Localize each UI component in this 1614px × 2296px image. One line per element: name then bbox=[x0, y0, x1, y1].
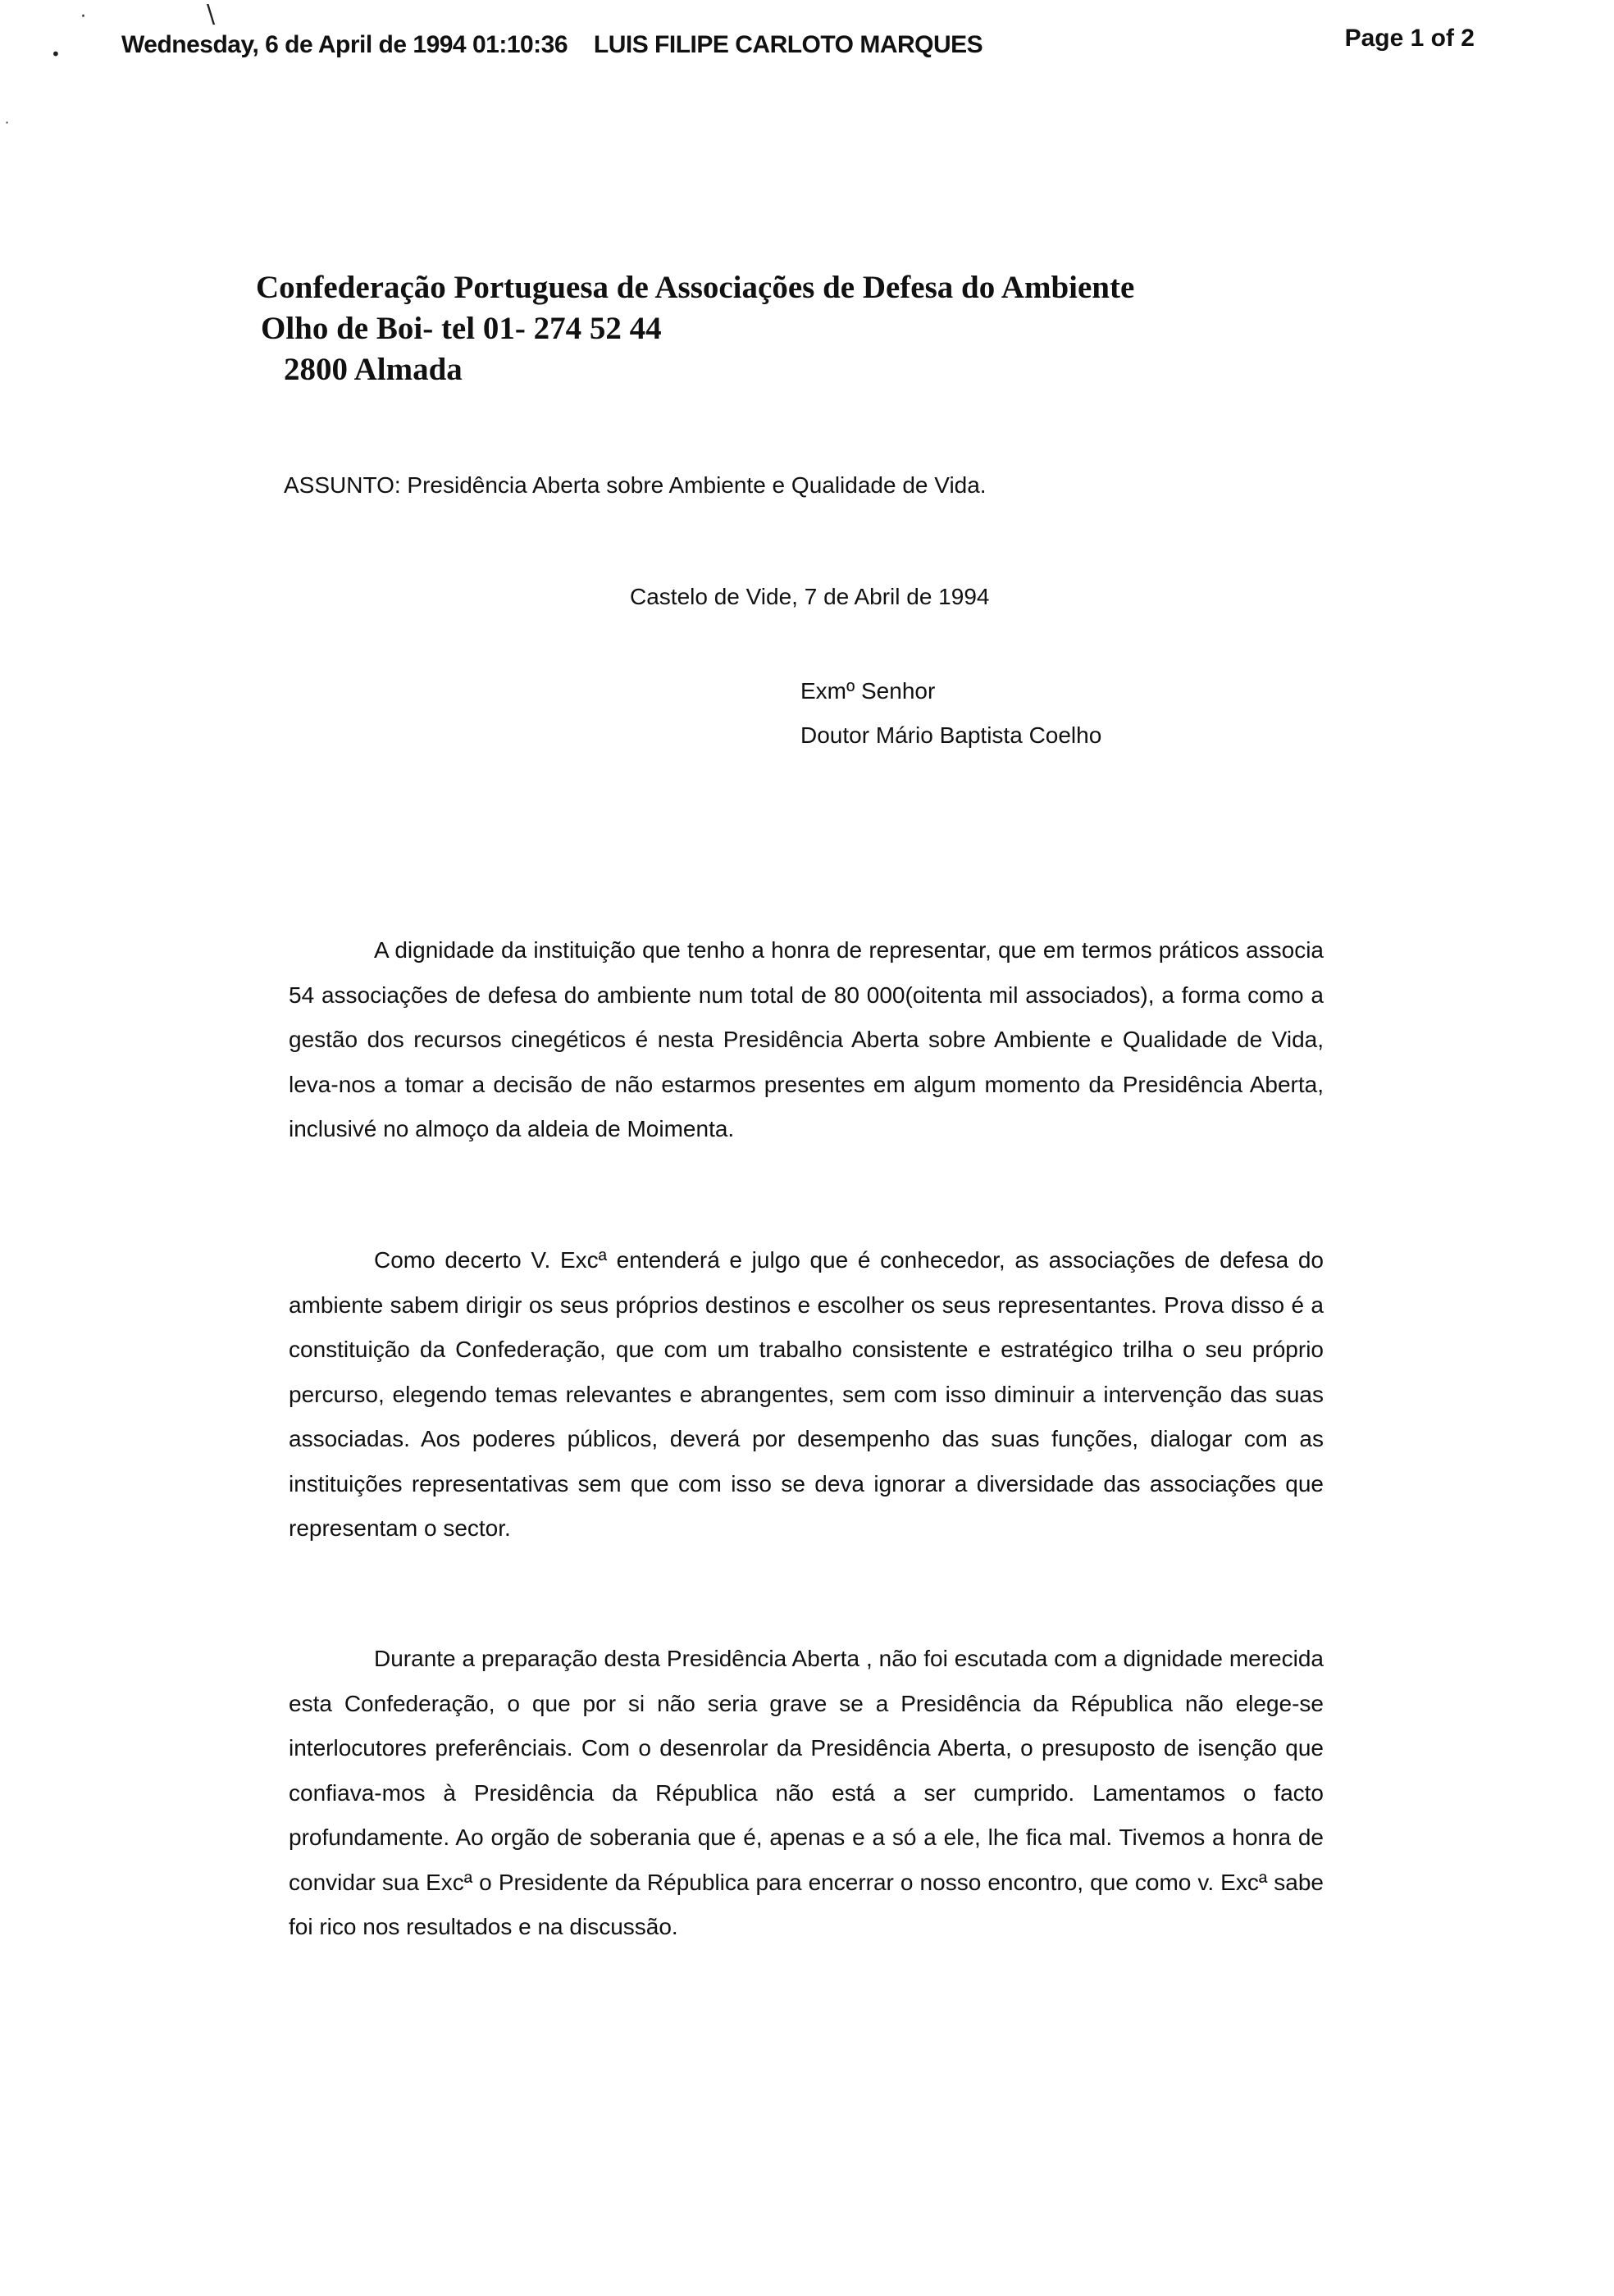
scan-speck: \ bbox=[207, 0, 216, 29]
recipient-block bbox=[800, 669, 1101, 758]
fax-timestamp: Wednesday, 6 de April de 1994 01:10:36 bbox=[121, 31, 568, 58]
body-paragraph: Durante a preparação desta Presidência Aberta , não foi escutada com a dignidade merecida esta Confederação, o que por si não seria grave se a Presidência da Républica não elege-se interlocutores preferênciais. Com o desenrolar da Presidência Aberta, o presuposto de isenção que confiava-mos à Presidência da Républica não está a ser cumprido. Lamentamos o facto profundamente. Ao orgão de soberania que é, apenas e a só a ele, lhe fica mal. Tivemos a honra de convidar sua Excª o Presidente da Républica para encerrar o nosso encontro, que como v. Excª sabe foi rico nos resultados e na discussão. bbox=[289, 1646, 1324, 1939]
recipient-name: Doutor Mário Baptista Coelho bbox=[800, 722, 1102, 748]
fax-transmission-header bbox=[121, 31, 983, 59]
scan-speck: • bbox=[51, 44, 61, 64]
scan-speck: · bbox=[5, 115, 10, 130]
fax-page-number: Page 1 of 2 bbox=[1344, 25, 1475, 52]
organization-name: Confederação Portuguesa de Associações de Defesa do Ambiente bbox=[256, 270, 1135, 305]
letterhead bbox=[256, 267, 1134, 390]
body-paragraph: A dignidade da instituição que tenho a honra de representar, que em termos práticos associa 54 associações de defesa do ambiente num total de 80 000(oitenta mil associados), a forma como a gestão dos recursos cinegéticos é nesta Presidência Aberta sobre Ambiente e Qualidade de Vida, leva-nos a tomar a decisão de não estarmos presentes em algum momento da Presidência Aberta, inclusivé no almoço da aldeia de Moimenta. bbox=[289, 937, 1324, 1141]
fax-sender: LUIS FILIPE CARLOTO MARQUES bbox=[593, 31, 983, 58]
organization-city: 2800 Almada bbox=[284, 352, 463, 387]
subject-line: ASSUNTO: Presidência Aberta sobre Ambiente e Qualidade de Vida. bbox=[284, 472, 987, 498]
scan-speck: · bbox=[80, 7, 86, 27]
body-paragraph: Como decerto V. Excª entenderá e julgo que é conhecedor, as associações de defesa do ambiente sabem dirigir os seus próprios destinos e escolher os seus representantes. Prova disso é a constituição da Confederação, que com um trabalho consistente e estratégico trilha o seu próprio percurso, elegendo temas relevantes e abrangentes, sem com isso diminuir a intervenção das suas associadas. Aos poderes públicos, deverá por desempenho das suas funções, dialogar com as instituições representativas sem que com isso se deva ignorar a diversidade das associações que representam o sector. bbox=[289, 1247, 1324, 1541]
organization-address: Olho de Boi- tel 01- 274 52 44 bbox=[261, 311, 662, 346]
place-and-date: Castelo de Vide, 7 de Abril de 1994 bbox=[630, 584, 990, 609]
recipient-salutation: Exmº Senhor bbox=[800, 678, 936, 704]
